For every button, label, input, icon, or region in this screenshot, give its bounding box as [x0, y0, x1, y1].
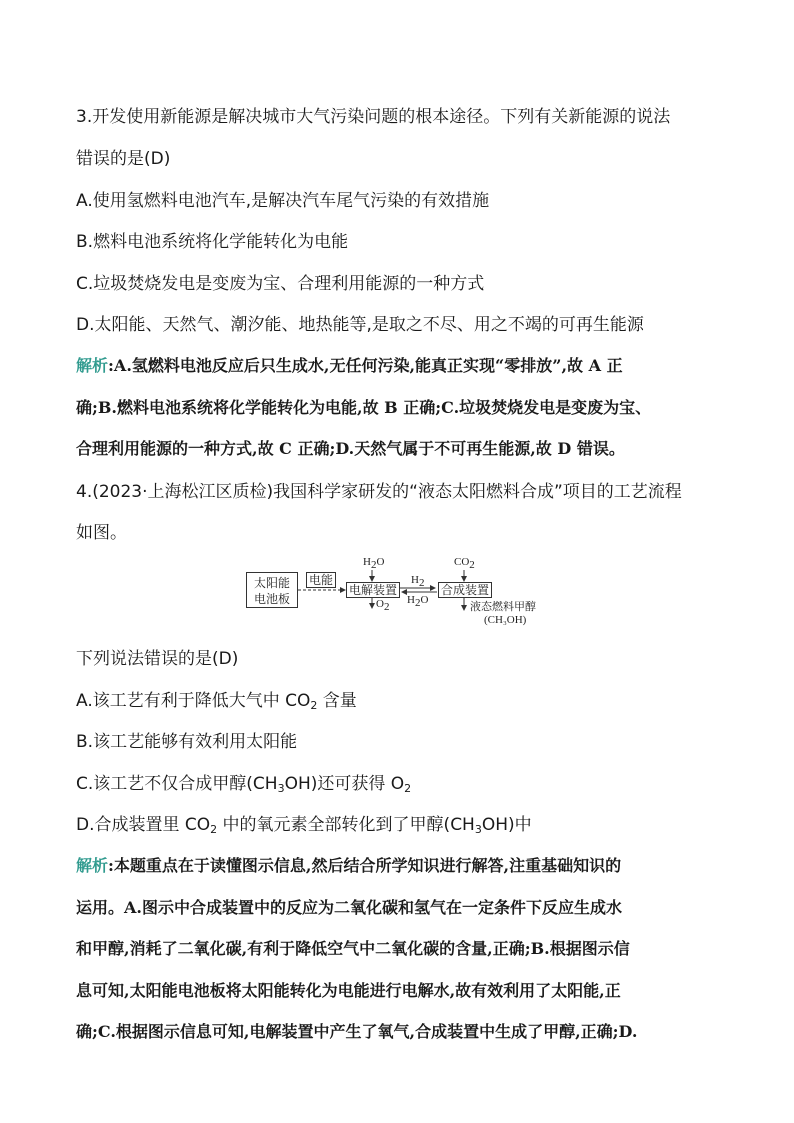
electrolysis-device-box: 电解装置	[346, 582, 400, 598]
q4-stem-line1: 4.(2023·上海松江区质检)我国科学家研发的“液态太阳燃料合成”项目的工艺流程	[76, 482, 682, 502]
q4-option-a: A.该工艺有利于降低大气中 $CO_2$ 含量	[76, 691, 357, 712]
water-return-label: $H_2O$	[407, 594, 429, 609]
q3-analysis-line1	[76, 355, 736, 377]
q3-option-d: D.太阳能、天然气、潮汐能、地热能等,是取之不尽、用之不竭的可再生能源	[76, 315, 644, 335]
solar-panel-label-1: 太阳能	[253, 576, 290, 590]
electric-energy-box: 电能	[306, 572, 336, 588]
liquid-fuel-label: 液态燃料甲醇	[470, 601, 536, 613]
analysis-tag: 解析	[76, 856, 109, 875]
solar-panel-box	[246, 572, 298, 608]
q4-analysis-line1	[76, 855, 736, 877]
q4-question: 下列说法错误的是(D)	[76, 649, 239, 669]
co2-label: $CO_2$	[454, 556, 475, 571]
q4-analysis-line5: 确;C.根据图示信息可知,电解装置中产生了氧气,合成装置中生成了甲醇,正确;D.	[76, 1022, 638, 1041]
q3-analysis-line2: 确;B.燃料电池系统将化学能转化为电能,故 B 正确;C.垃圾焚烧发电是变废为宝、	[76, 398, 652, 417]
q4-option-d: D.合成装置里 $CO_2$ 中的氧元素全部转化到了甲醇$(CH_3OH)$中	[76, 815, 532, 836]
hydrogen-label: $H_2$	[411, 574, 425, 589]
analysis-text: :本题重点在于读懂图示信息,然后结合所学知识进行解答,注重基础知识的	[108, 856, 622, 875]
q3-option-c: C.垃圾焚烧发电是变废为宝、合理利用能源的一种方式	[76, 274, 485, 294]
synthesis-device-box: 合成装置	[438, 582, 492, 598]
q4-analysis-line2: 运用。A.图示中合成装置中的反应为二氧化碳和氢气在一定条件下反应生成水	[76, 898, 622, 917]
analysis-tag: 解析	[76, 356, 109, 375]
q4-stem-line2: 如图。	[76, 523, 127, 543]
q4-analysis-line3: 和甲醇,消耗了二氧化碳,有利于降低空气中二氧化碳的含量,正确;B.根据图示信	[76, 939, 630, 958]
oxygen-label: $O_2$	[376, 598, 390, 613]
q4-analysis-line4: 息可知,太阳能电池板将太阳能转化为电能进行电解水,故有效利用了太阳能,正	[76, 981, 621, 1000]
q3-option-b: B.燃料电池系统将化学能转化为电能	[76, 232, 349, 252]
q3-stem-line2: 错误的是(D)	[76, 149, 171, 169]
process-flow-diagram	[246, 556, 546, 630]
q4-option-b: B.该工艺能够有效利用太阳能	[76, 732, 298, 752]
q3-option-a: A.使用氢燃料电池汽车,是解决汽车尾气污染的有效措施	[76, 191, 490, 211]
water-input-label: $H_2O$	[363, 556, 385, 571]
q4-option-c: C.该工艺不仅合成甲醇$(CH_3OH)$还可获得 $O_2$	[76, 774, 412, 795]
q3-stem-line1: 3.开发使用新能源是解决城市大气污染问题的根本途径。下列有关新能源的说法	[76, 107, 671, 127]
analysis-text: :A.氢燃料电池反应后只生成水,无任何污染,能真正实现“零排放”,故 A 正	[108, 356, 623, 375]
solar-panel-label-2: 电池板	[253, 592, 290, 606]
methanol-formula-label: (CH₃OH)	[484, 614, 527, 626]
q3-analysis-line3: 合理利用能源的一种方式,故 C 正确;D.天然气属于不可再生能源,故 D 错误。	[76, 439, 625, 458]
